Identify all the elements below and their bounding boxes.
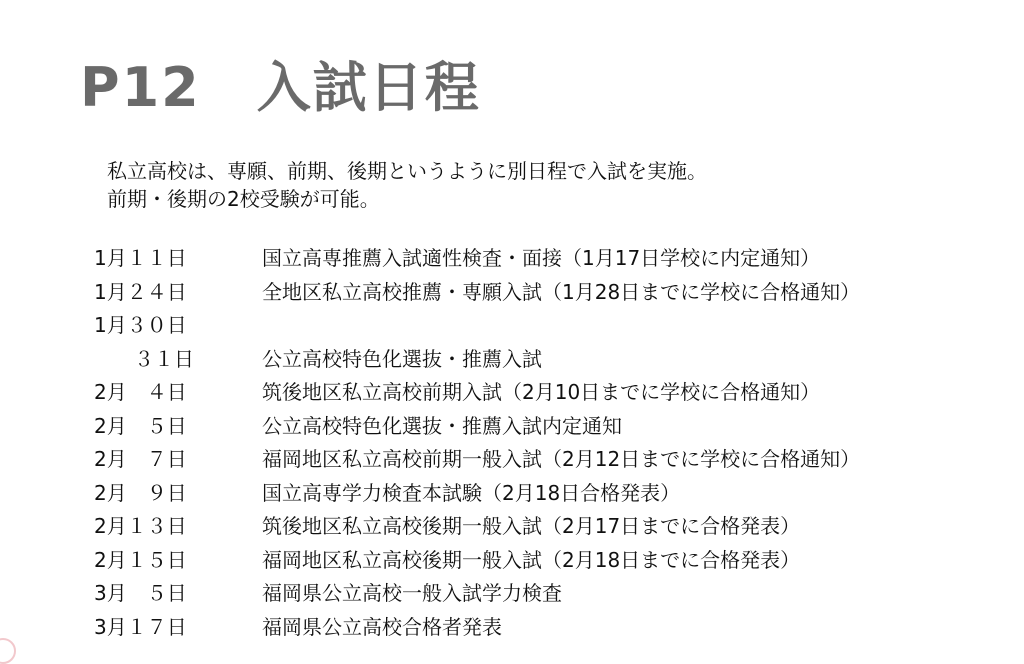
schedule-row bbox=[94, 307, 994, 341]
schedule-row bbox=[94, 341, 994, 375]
intro-line: 私立高校は、専願、前期、後期というように別日程で入試を実施。 bbox=[107, 159, 707, 183]
schedule-date: ３１日 bbox=[94, 346, 194, 371]
schedule-date: 1月１１日 bbox=[94, 246, 187, 271]
schedule-event: 国立高専学力検査本試験（2月18日合格発表） bbox=[262, 480, 681, 505]
schedule-row bbox=[94, 575, 994, 609]
intro-text bbox=[107, 157, 707, 213]
schedule-row bbox=[94, 408, 994, 442]
schedule-row bbox=[94, 374, 994, 408]
schedule-date: 2月 ４日 bbox=[94, 380, 187, 405]
schedule-date: 1月２４日 bbox=[94, 279, 187, 304]
schedule-event: 福岡地区私立高校前期一般入試（2月12日までに学校に合格通知） bbox=[262, 447, 861, 472]
schedule-date: 1月３０日 bbox=[94, 313, 187, 338]
schedule-date: 2月 ９日 bbox=[94, 480, 187, 505]
schedule-event: 公立高校特色化選抜・推薦入試内定通知 bbox=[262, 413, 622, 438]
schedule-event: 公立高校特色化選抜・推薦入試 bbox=[262, 346, 542, 371]
decorative-corner-arc bbox=[0, 638, 16, 664]
schedule-event: 福岡地区私立高校後期一般入試（2月18日までに合格発表） bbox=[262, 547, 801, 572]
schedule-row bbox=[94, 609, 994, 643]
schedule-date: 3月１７日 bbox=[94, 614, 187, 639]
schedule-event: 福岡県公立高校合格者発表 bbox=[262, 614, 502, 639]
exam-schedule-list bbox=[94, 240, 994, 642]
schedule-row bbox=[94, 441, 994, 475]
schedule-event: 福岡県公立高校一般入試学力検査 bbox=[262, 581, 562, 606]
schedule-row bbox=[94, 274, 994, 308]
schedule-event: 筑後地区私立高校後期一般入試（2月17日までに合格発表） bbox=[262, 514, 801, 539]
schedule-date: 2月 ７日 bbox=[94, 447, 187, 472]
schedule-event: 全地区私立高校推薦・専願入試（1月28日までに学校に合格通知） bbox=[262, 279, 861, 304]
schedule-row bbox=[94, 508, 994, 542]
schedule-row bbox=[94, 542, 994, 576]
schedule-event: 国立高専推薦入試適性検査・面接（1月17日学校に内定通知） bbox=[262, 246, 821, 271]
schedule-date: 2月１５日 bbox=[94, 547, 187, 572]
schedule-date: 2月 ５日 bbox=[94, 413, 187, 438]
intro-line: 前期・後期の2校受験が可能。 bbox=[107, 187, 380, 211]
page-title: P12 入試日程 bbox=[80, 56, 481, 119]
schedule-date: 3月 ５日 bbox=[94, 581, 187, 606]
schedule-row bbox=[94, 240, 994, 274]
schedule-row bbox=[94, 475, 994, 509]
schedule-event: 筑後地区私立高校前期入試（2月10日までに学校に合格通知） bbox=[262, 380, 821, 405]
schedule-date: 2月１３日 bbox=[94, 514, 187, 539]
